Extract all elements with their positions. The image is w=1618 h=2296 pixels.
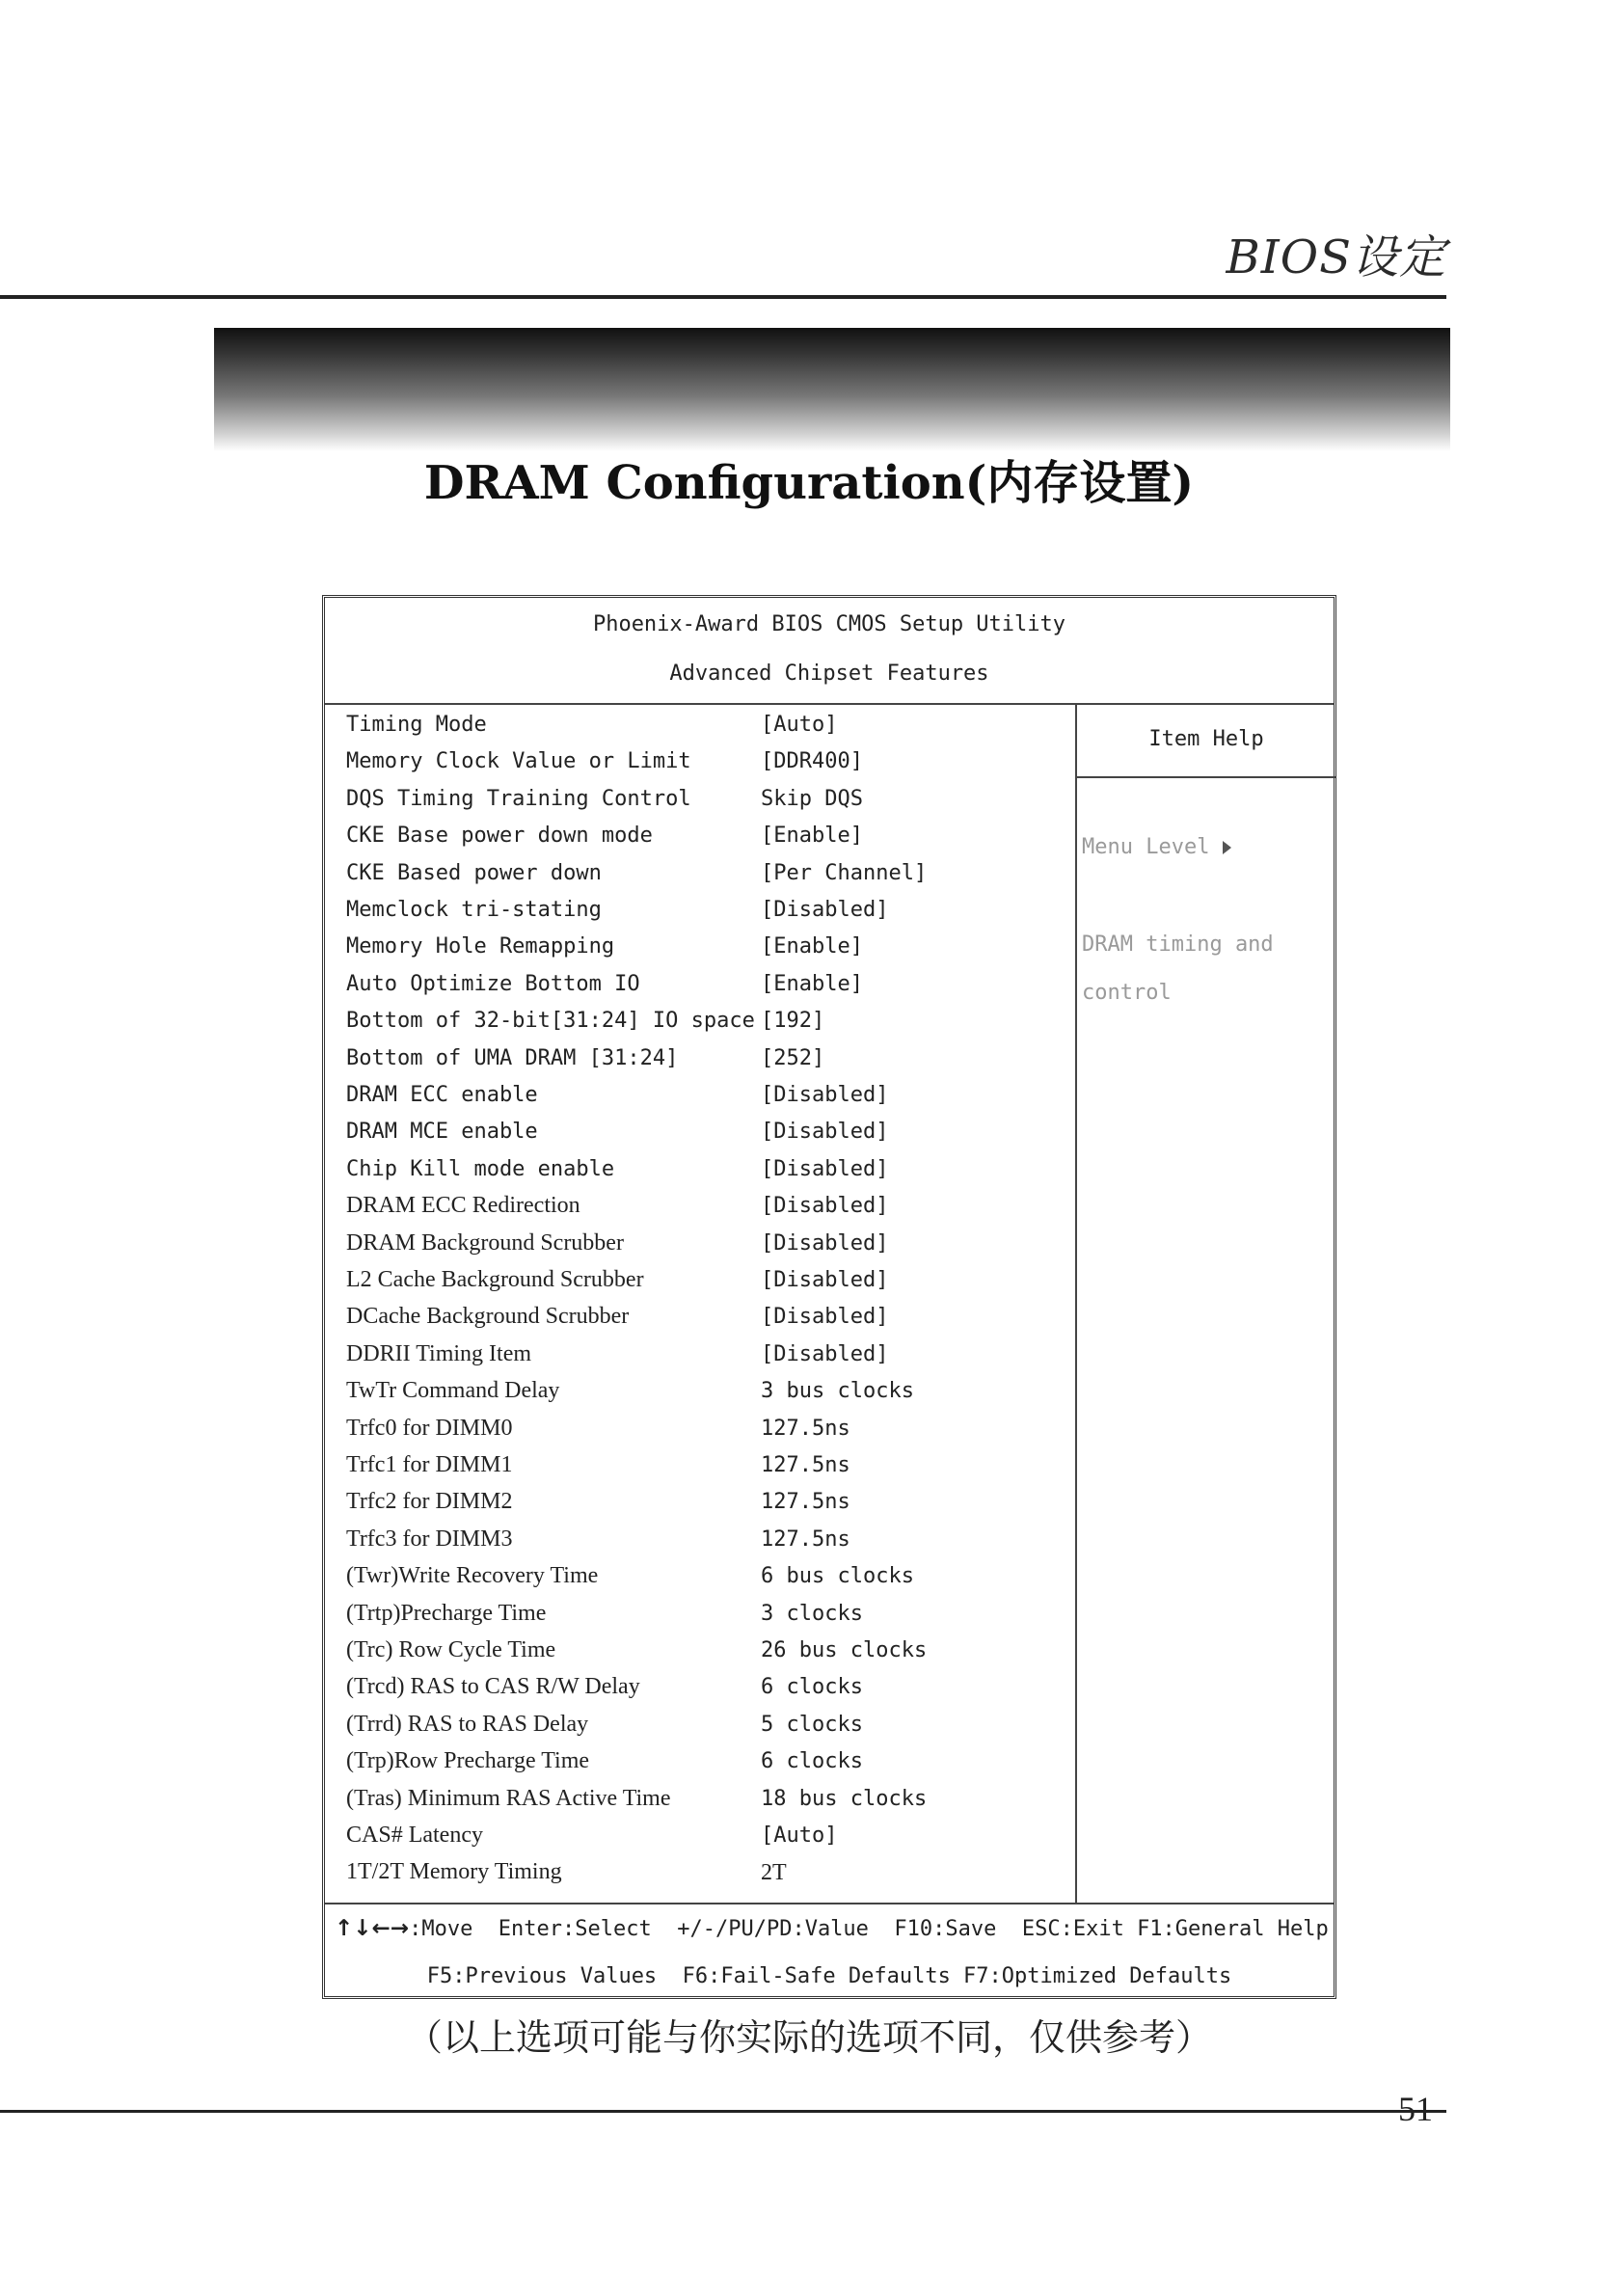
page-heading: DRAM Configuration(内存设置) <box>423 456 1195 510</box>
setting-label: DQS Timing Training Control <box>346 786 691 811</box>
setting-label: (Trcd) RAS to CAS R/W Delay <box>346 1674 640 1700</box>
setting-value[interactable]: [Disabled] <box>761 1083 889 1107</box>
setting-value[interactable]: [Disabled] <box>761 1156 889 1181</box>
setting-row[interactable] <box>325 1262 1075 1300</box>
setting-row[interactable] <box>325 1003 1075 1040</box>
setting-label: DCache Background Scrubber <box>346 1304 630 1330</box>
setting-value[interactable]: 127.5ns <box>761 1416 850 1441</box>
header-gradient-band <box>214 328 1450 451</box>
setting-value[interactable]: [Enable] <box>761 934 863 959</box>
setting-row[interactable] <box>325 707 1075 744</box>
setting-row[interactable] <box>325 1669 1075 1707</box>
setting-value[interactable]: [Disabled] <box>761 1120 889 1145</box>
setting-value[interactable]: [Per Channel] <box>761 860 928 885</box>
setting-label: (Trp)Row Precharge Time <box>346 1748 590 1774</box>
setting-label: (Trtp)Precharge Time <box>346 1600 547 1626</box>
footer-keys-1: :Move Enter:Select +/-/PU/PD:Value F10:Save ESC:Exit F1:General Help <box>409 1917 1329 1941</box>
bios-title: Phoenix-Award BIOS CMOS Setup Utility <box>592 612 1066 636</box>
setting-row[interactable] <box>325 1743 1075 1781</box>
setting-label: Trfc0 for DIMM0 <box>346 1415 513 1441</box>
setting-row[interactable] <box>325 1299 1075 1337</box>
bios-subtitle: Advanced Chipset Features <box>669 662 989 686</box>
setting-row[interactable] <box>325 1226 1075 1263</box>
bios-header <box>325 598 1334 705</box>
setting-row[interactable] <box>325 1188 1075 1226</box>
setting-label: Timing Mode <box>346 713 487 737</box>
setting-label: L2 Cache Background Scrubber <box>346 1267 644 1292</box>
setting-value[interactable]: [252] <box>761 1045 825 1070</box>
setting-value[interactable]: [Auto] <box>761 1823 838 1848</box>
setting-value[interactable]: [Disabled] <box>761 898 889 922</box>
setting-value[interactable]: 2T <box>761 1860 787 1886</box>
setting-row[interactable] <box>325 855 1075 893</box>
setting-value[interactable]: [Disabled] <box>761 1230 889 1256</box>
setting-row[interactable] <box>325 1040 1075 1078</box>
setting-label: Trfc3 for DIMM3 <box>346 1526 513 1552</box>
setting-label: (Twr)Write Recovery Time <box>346 1563 599 1589</box>
setting-row[interactable] <box>325 1522 1075 1559</box>
footer-line-2: F5:Previous Values F6:Fail-Safe Defaults F7:Optimized Defaults <box>426 1964 1232 1988</box>
setting-value[interactable]: [Disabled] <box>761 1305 889 1330</box>
item-help-panel <box>1075 703 1335 1903</box>
setting-value[interactable]: 6 bus clocks <box>761 1564 914 1589</box>
setting-label: DRAM ECC enable <box>346 1083 538 1107</box>
setting-label: (Tras) Minimum RAS Active Time <box>346 1785 671 1811</box>
setting-row[interactable] <box>325 1373 1075 1411</box>
setting-value[interactable]: 127.5ns <box>761 1490 850 1515</box>
setting-label: CKE Base power down mode <box>346 824 653 849</box>
bios-screen <box>322 595 1336 1999</box>
setting-row[interactable] <box>325 1558 1075 1596</box>
setting-label: Memory Clock Value or Limit <box>346 749 691 774</box>
setting-label: (Trrd) RAS to RAS Delay <box>346 1711 589 1737</box>
setting-value[interactable]: [Enable] <box>761 971 863 996</box>
setting-label: Chip Kill mode enable <box>346 1156 615 1181</box>
setting-row[interactable] <box>325 1337 1075 1374</box>
setting-row[interactable] <box>325 892 1075 930</box>
setting-label: Bottom of 32-bit[31:24] IO space <box>346 1009 755 1034</box>
setting-label: Bottom of UMA DRAM [31:24] <box>346 1045 679 1070</box>
setting-row[interactable] <box>325 1596 1075 1634</box>
menu-level-label: Menu Level <box>1082 835 1210 859</box>
bottom-rule <box>0 2110 1446 2113</box>
footer-line-1 <box>335 1916 1343 1941</box>
setting-row[interactable] <box>325 1707 1075 1744</box>
setting-label: TwTr Command Delay <box>346 1378 560 1404</box>
setting-label: DRAM ECC Redirection <box>346 1193 580 1219</box>
setting-row[interactable] <box>325 1114 1075 1151</box>
setting-label: CKE Based power down <box>346 860 602 885</box>
setting-value[interactable]: [Disabled] <box>761 1194 889 1219</box>
setting-label: 1T/2T Memory Timing <box>346 1859 562 1885</box>
setting-label: DDRII Timing Item <box>346 1340 532 1366</box>
section-title: BIOS设定 <box>1226 230 1446 284</box>
setting-value[interactable]: 6 clocks <box>761 1749 863 1774</box>
settings-list <box>325 703 1075 1903</box>
setting-value[interactable]: [Disabled] <box>761 1341 889 1366</box>
setting-value[interactable]: 18 bus clocks <box>761 1786 928 1811</box>
setting-value[interactable]: Skip DQS <box>761 786 863 811</box>
setting-row[interactable] <box>325 1633 1075 1670</box>
setting-row[interactable] <box>325 1818 1075 1855</box>
setting-row[interactable] <box>325 1781 1075 1819</box>
setting-value[interactable]: [Disabled] <box>761 1268 889 1292</box>
setting-label: DRAM Background Scrubber <box>346 1229 624 1256</box>
setting-row[interactable] <box>325 1151 1075 1189</box>
setting-label: Memory Hole Remapping <box>346 934 615 959</box>
setting-value[interactable]: 6 clocks <box>761 1675 863 1700</box>
setting-value[interactable]: [Enable] <box>761 824 863 849</box>
bios-footer <box>325 1903 1334 1996</box>
setting-value[interactable]: [192] <box>761 1009 825 1034</box>
setting-value[interactable]: 5 clocks <box>761 1712 863 1737</box>
setting-row[interactable] <box>325 929 1075 966</box>
bios-body <box>325 703 1334 1904</box>
setting-label: Trfc1 for DIMM1 <box>346 1452 513 1477</box>
setting-value[interactable]: 127.5ns <box>761 1453 850 1477</box>
setting-label: Auto Optimize Bottom IO <box>346 971 640 996</box>
setting-label: CAS# Latency <box>346 1823 483 1848</box>
menu-level-arrow-icon <box>1223 841 1231 854</box>
setting-value[interactable]: [DDR400] <box>761 749 863 774</box>
setting-row[interactable] <box>325 1484 1075 1522</box>
setting-value[interactable]: 3 clocks <box>761 1601 863 1626</box>
help-text-line2: control <box>1082 981 1172 1005</box>
menu-level-line <box>1082 835 1231 859</box>
setting-row[interactable] <box>325 966 1075 1004</box>
setting-label: DRAM MCE enable <box>346 1120 538 1145</box>
setting-value[interactable]: [Auto] <box>761 713 838 737</box>
setting-label: Memclock tri-stating <box>346 898 602 922</box>
setting-label: Trfc2 for DIMM2 <box>346 1489 513 1515</box>
setting-row[interactable] <box>325 818 1075 855</box>
setting-row[interactable] <box>325 743 1075 781</box>
item-help-title: Item Help <box>1077 703 1335 778</box>
setting-row[interactable] <box>325 1077 1075 1115</box>
reference-note: （以上选项可能与你实际的选项不同，仅供参考） <box>405 2016 1212 2059</box>
setting-row[interactable] <box>325 1854 1075 1892</box>
setting-row[interactable] <box>325 1411 1075 1448</box>
setting-value[interactable]: 127.5ns <box>761 1526 850 1552</box>
setting-row[interactable] <box>325 1447 1075 1485</box>
help-text-line1: DRAM timing and <box>1082 932 1274 957</box>
setting-row[interactable] <box>325 781 1075 819</box>
setting-label: (Trc) Row Cycle Time <box>346 1637 556 1662</box>
page-number: 51 <box>1398 2090 1433 2128</box>
navigation-arrows-icon: ↑↓←→ <box>335 1916 410 1941</box>
top-rule <box>0 295 1446 299</box>
setting-value[interactable]: 3 bus clocks <box>761 1379 914 1404</box>
setting-value[interactable]: 26 bus clocks <box>761 1638 928 1662</box>
